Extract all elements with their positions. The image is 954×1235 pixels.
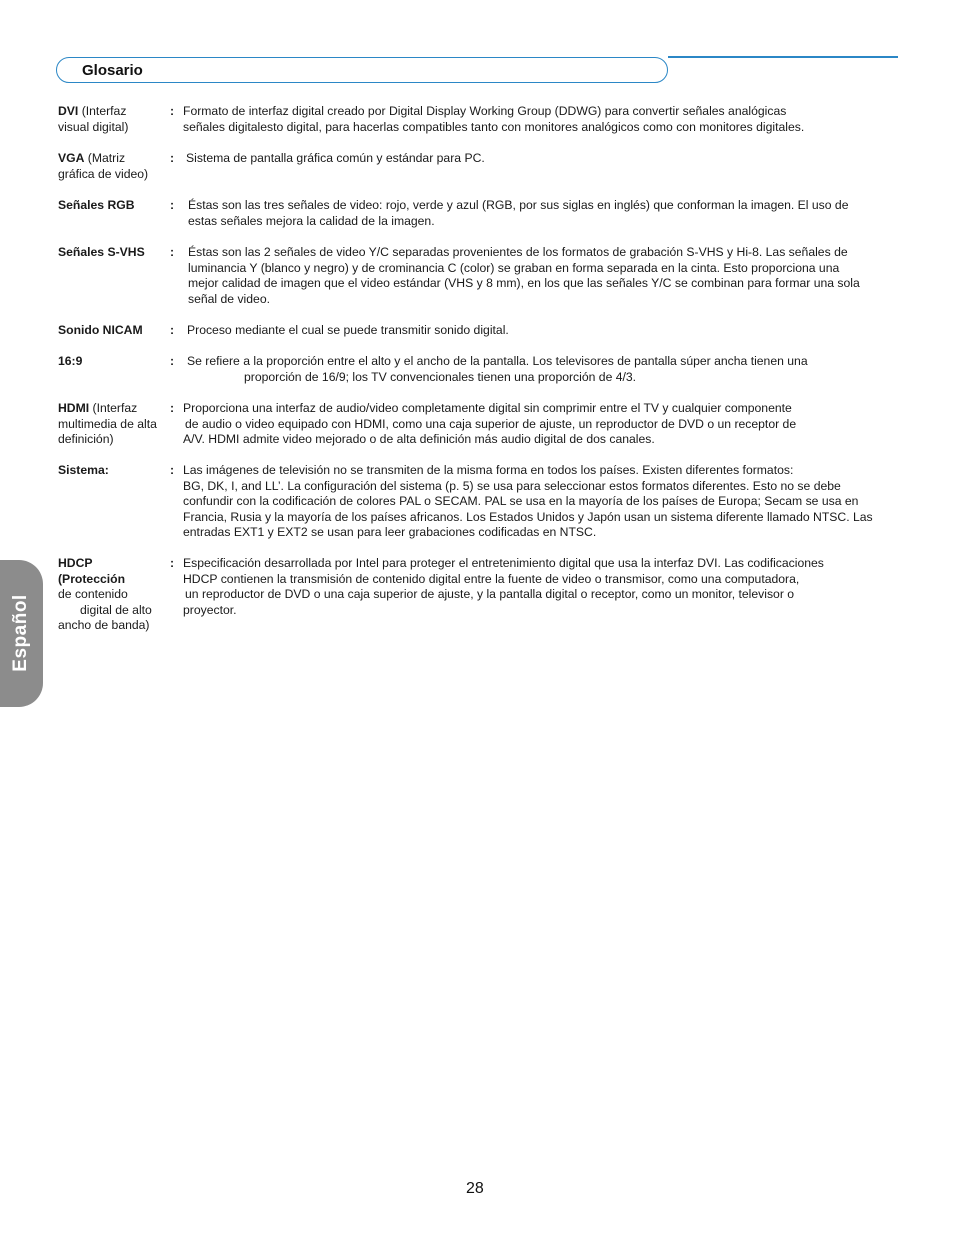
glossary-term: 16:9: [58, 354, 83, 368]
glossary-term: Señales S-VHS: [58, 245, 145, 259]
glossary-definition: Éstas son las tres señales de video: rojo, verde y azul (RGB, por sus siglas en inglés) que conforman la imagen. El uso de estas señales mejora la calidad de la imagen.: [188, 198, 849, 228]
glossary-term: Señales RGB: [58, 198, 135, 212]
glossary-term: HDCP (Protección de contenido digital de alto ancho de banda): [58, 556, 152, 633]
glossary-term: VGA (Matriz gráfica de video): [58, 151, 149, 181]
glossary-colon: :: [170, 151, 175, 165]
glossary-definition: Éstas son las 2 señales de video Y/C separadas provenientes de los formatos de grabación S-VHS y Hi-8. Las señales de luminancia Y (blanco y negro) y de crominancia C (color) se graban en forma separada en la cinta. Esto proporciona una mejor calidad de imagen que el video estándar (VHS y 8 mm), en los que las señales Y/C se combinan para formar una sola señal de video.: [188, 245, 860, 306]
glossary-colon: :: [170, 323, 175, 337]
header-pill: [56, 57, 668, 83]
glossary-definition: Proporciona una interfaz de audio/video completamente digital sin comprimir entre el TV y cualquier componente de audio o video equipado con HDMI, como una caja superior de ajuste, un reproductor de DVD o un receptor de A/V. HDMI admite video mejorado o de alta definición más audio digital de dos canales.: [183, 401, 797, 447]
glossary-term: Sistema:: [58, 463, 109, 477]
page-number: 28: [466, 1180, 484, 1197]
glossary-colon: :: [170, 463, 175, 477]
glossary-definition: Proceso mediante el cual se puede transmitir sonido digital.: [187, 323, 509, 337]
glossary-colon: :: [170, 198, 175, 212]
glossary-term: HDMI (Interfaz multimedia de alta definición): [58, 401, 157, 447]
glossary-definition: Sistema de pantalla gráfica común y estándar para PC.: [186, 151, 485, 165]
glossary-colon: :: [170, 104, 175, 118]
glossary-definition: Formato de interfaz digital creado por Digital Display Working Group (DDWG) para convertir señales analógicas señales digitalesto digital, para hacerlas compatibles tanto con monitores analógicos como con monitores digitales.: [183, 104, 805, 134]
glossary-term: Sonido NICAM: [58, 323, 143, 337]
glossary-colon: :: [170, 245, 175, 259]
glossary-definition: Especificación desarrollada por Intel para proteger el entretenimiento digital que usa la interfaz DVI. Las codificaciones HDCP contienen la transmisión de contenido digital entre la fuente de video o transmisor, como una computadora, un reproductor de DVD o una caja superior de ajuste, y la pantalla digital o receptor, como un monitor, televisor o proyector.: [183, 556, 824, 617]
glossary-definition: Se refiere a la proporción entre el alto y el ancho de la pantalla. Los televisores de pantalla súper ancha tienen una proporción de 16/9; los TV convencionales tienen una proporción de 4/3.: [187, 354, 808, 384]
glossary-colon: :: [170, 556, 175, 570]
header-rule: [668, 56, 898, 58]
glossary-definition: Las imágenes de televisión no se transmiten de la misma forma en todos los países. Existen diferentes formatos: BG, DK, I, and LL’. La configuración del sistema (p. 5) se usa para seleccionar estos formatos diferentes. Esto no se debe confundir con la codificación de colores PAL o SECAM. PAL se usa en la mayoría de los países de Europa; Secam se usa en Francia, Rusia y la mayoría de los países africanos. Los Estados Unidos y Japón usan un sistema diferente llamado NTSC. Las entradas EXT1 y EXT2 se usan para leer grabaciones codificadas en NTSC.: [183, 463, 873, 540]
glossary-term: DVI (Interfaz visual digital): [58, 104, 129, 134]
glossary-colon: :: [170, 354, 175, 368]
glossary-colon: :: [170, 401, 175, 415]
page-title: Glosario: [82, 62, 143, 79]
